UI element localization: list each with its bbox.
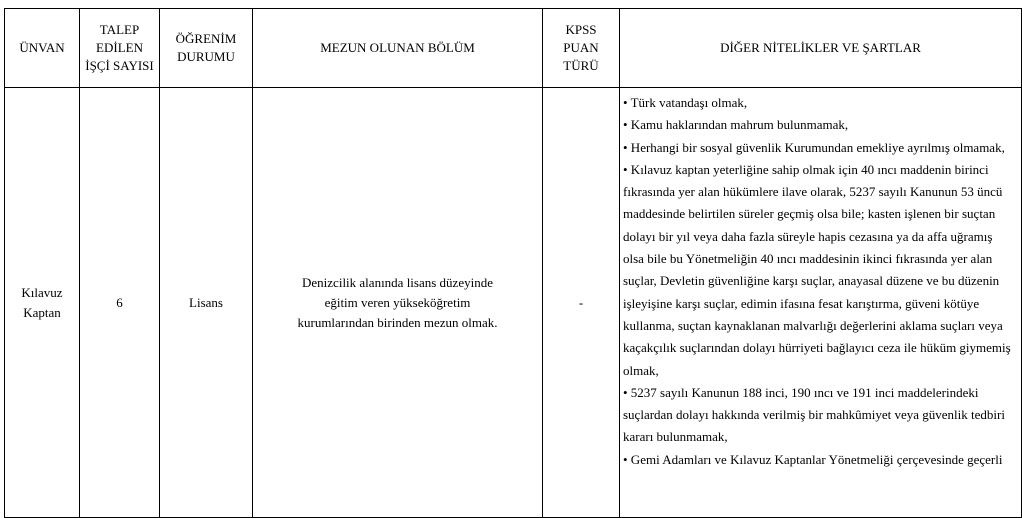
header-unvan: ÜNVAN — [5, 9, 80, 88]
condition-line: • Kılavuz kaptan yeterliğine sahip olmak için 40 ıncı maddenin birinci — [623, 161, 989, 177]
header-ogrenim-durumu: ÖĞRENİM DURUMU — [160, 9, 253, 88]
cell-ogrenim-durumu: Lisans — [160, 88, 253, 518]
condition-line: olsa bile bu Yönetmeliğin 40 ıncı maddesinin ikinci fıkrasında yer alan — [623, 251, 993, 267]
condition-line: fıkrasında yer alan hükümlere ilave olarak, 5237 sayılı Kanunun 53 üncü — [623, 184, 1003, 200]
condition-line: kaçakçılık suçlarından dolayı hürriyeti bağlayıcı ceza ile hüküm giymemiş — [623, 340, 1011, 356]
condition-line: • Herhangi bir sosyal güvenlik Kurumundan emekliye ayrılmış olmamak, — [623, 139, 1005, 155]
header-diger-nitelikler: DİĞER NİTELİKLER VE ŞARTLAR — [620, 9, 1022, 88]
condition-line: olmak, — [623, 362, 659, 378]
condition-line: işleyişine karşı suçlar, edimin ifasına fesat karıştırma, güveni kötüye — [623, 295, 980, 311]
condition-line: • Gemi Adamları ve Kılavuz Kaptanlar Yönetmeliği çerçevesinde geçerli — [623, 451, 1003, 467]
cell-mezun-bolum: Denizcilik alanında lisans düzeyinde eğitim veren yükseköğretim kurumlarından birinden mezun olmak. — [253, 88, 543, 518]
requirements-table — [4, 8, 1022, 518]
condition-line: suçlardan dolayı hakkında verilmiş bir mahkûmiyet veya güvenlik tedbiri — [623, 407, 1005, 423]
header-kpss-puan-turu: KPSS PUAN TÜRÜ — [543, 9, 620, 88]
condition-line: • 5237 sayılı Kanunun 188 inci, 190 ıncı ve 191 inci maddelerindeki — [623, 384, 979, 400]
cell-diger-nitelikler — [620, 88, 1022, 518]
condition-line: kararı bulunmamak, — [623, 429, 728, 445]
condition-line: suçlar, Devletin güvenliğine karşı suçlar, anayasal düzene ve bu düzenin — [623, 273, 1000, 289]
table-row — [5, 88, 1022, 518]
condition-line: • Türk vatandaşı olmak, — [623, 95, 748, 110]
condition-line: dolayı bir yıl veya daha fazla süreyle hapis cezasına ya da affa uğramış — [623, 228, 993, 244]
condition-line: maddesinde belirtilen süreler geçmiş olsa bile; kasten işlenen bir suçtan — [623, 206, 996, 222]
header-talep-edilen-isci-sayisi: TALEP EDİLEN İŞÇİ SAYISI — [80, 9, 160, 88]
header-mezun-olunan-bolum: MEZUN OLUNAN BÖLÜM — [253, 9, 543, 88]
cell-kpss-puan-turu: - — [543, 88, 620, 518]
cell-unvan: Kılavuz Kaptan — [5, 88, 80, 518]
condition-line: kullanma, suçtan kaynaklanan malvarlığı değerlerini aklama suçları veya — [623, 317, 1003, 333]
cell-talep-sayisi: 6 — [80, 88, 160, 518]
header-row — [5, 9, 1022, 88]
condition-line: • Kamu haklarından mahrum bulunmamak, — [623, 117, 849, 133]
